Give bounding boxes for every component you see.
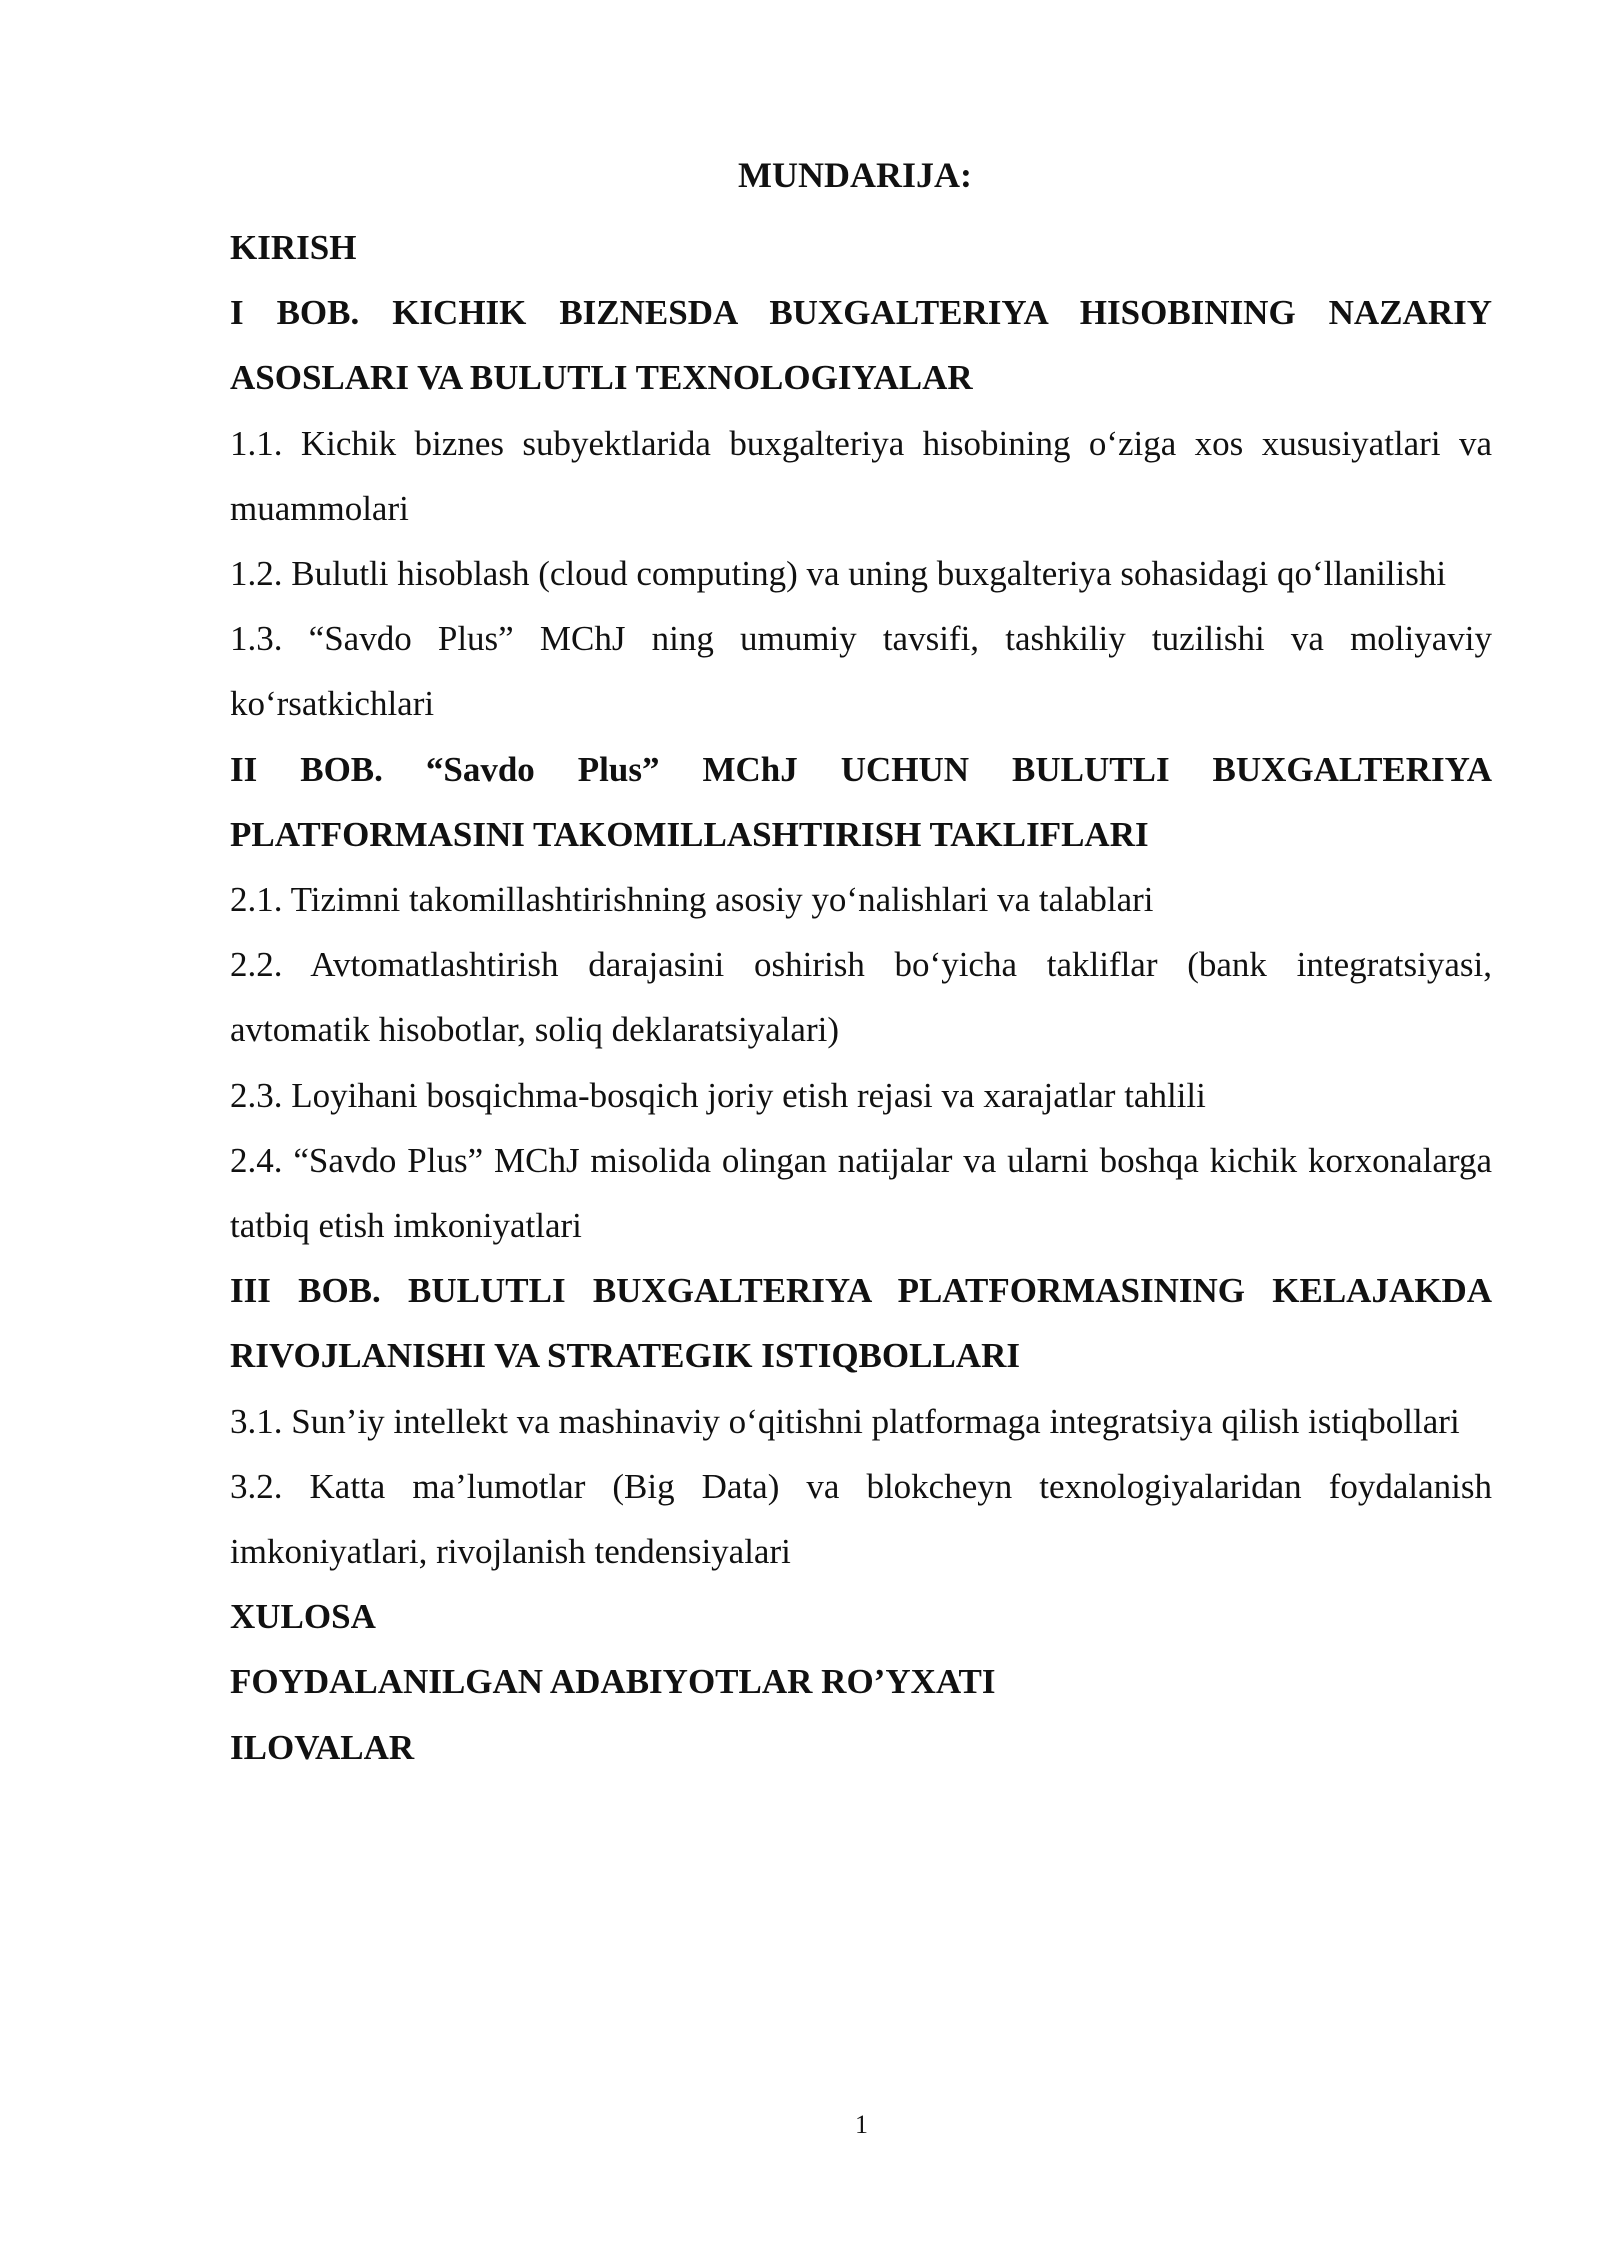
- toc-title: MUNDARIJA:: [738, 155, 972, 195]
- table-of-contents: [230, 215, 1492, 1780]
- toc-entry-section-3-2: 3.2. Katta ma’lumotlar (Big Data) va blokcheyn texnologiyalaridan foydalanish imkoniyatlari, rivojlanish tendensiyalari: [230, 1466, 1492, 1572]
- toc-entry-section-1-3: 1.3. “Savdo Plus” MChJ ning umumiy tavsifi, tashkiliy tuzilishi va moliyaviy ko‘rsatkichlari: [230, 619, 1492, 724]
- toc-entry-section-2-4: 2.4. “Savdo Plus” MChJ misolida olingan natijalar va ularni boshqa kichik korxonalarga tatbiq etish imkoniyatlari: [230, 1140, 1492, 1246]
- toc-entry-chapter-2: II BOB. “Savdo Plus” MChJ UCHUN BULUTLI BUXGALTERIYA PLATFORMASINI TAKOMILLASHTIRISH TAKLIFLARI: [230, 749, 1492, 854]
- toc-entry-appendices: ILOVALAR: [230, 1727, 415, 1767]
- toc-entry-section-1-1: 1.1. Kichik biznes subyektlarida buxgalteriya hisobining o‘ziga xos xususiyatlari va muammolari: [230, 423, 1492, 528]
- toc-entry-kirish: KIRISH: [230, 228, 357, 267]
- toc-entry-section-2-3: 2.3. Loyihani bosqichma-bosqich joriy etish rejasi va xarajatlar tahlili: [230, 1075, 1206, 1115]
- toc-entry-references: FOYDALANILGAN ADABIYOTLAR RO’YXATI: [230, 1662, 996, 1702]
- toc-entry-chapter-1: I BOB. KICHIK BIZNESDA BUXGALTERIYA HISOBINING NAZARIY ASOSLARI VA BULUTLI TEXNOLOGIYALAR: [230, 293, 1492, 398]
- toc-entry-section-3-1: 3.1. Sun’iy intellekt va mashinaviy o‘qitishni platformaga integratsiya qilish istiqbollari: [230, 1401, 1460, 1441]
- toc-entry-chapter-3: III BOB. BULUTLI BUXGALTERIYA PLATFORMASINING KELAJAKDA RIVOJLANISHI VA STRATEGIK ISTIQBOLLARI: [230, 1271, 1492, 1376]
- toc-entry-section-2-2: 2.2. Avtomatlashtirish darajasini oshirish bo‘yicha takliflar (bank integratsiyasi, avtomatik hisobotlar, soliq deklaratsiyalari): [230, 945, 1492, 1050]
- toc-entry-xulosa: XULOSA: [230, 1597, 376, 1637]
- toc-entry-section-2-1: 2.1. Tizimni takomillashtirishning asosiy yo‘nalishlari va talablari: [230, 880, 1154, 920]
- toc-entry-section-1-2: 1.2. Bulutli hisoblash (cloud computing) va uning buxgalteriya sohasidagi qo‘llanilishi: [230, 554, 1447, 594]
- page-number: 1: [855, 2110, 868, 2139]
